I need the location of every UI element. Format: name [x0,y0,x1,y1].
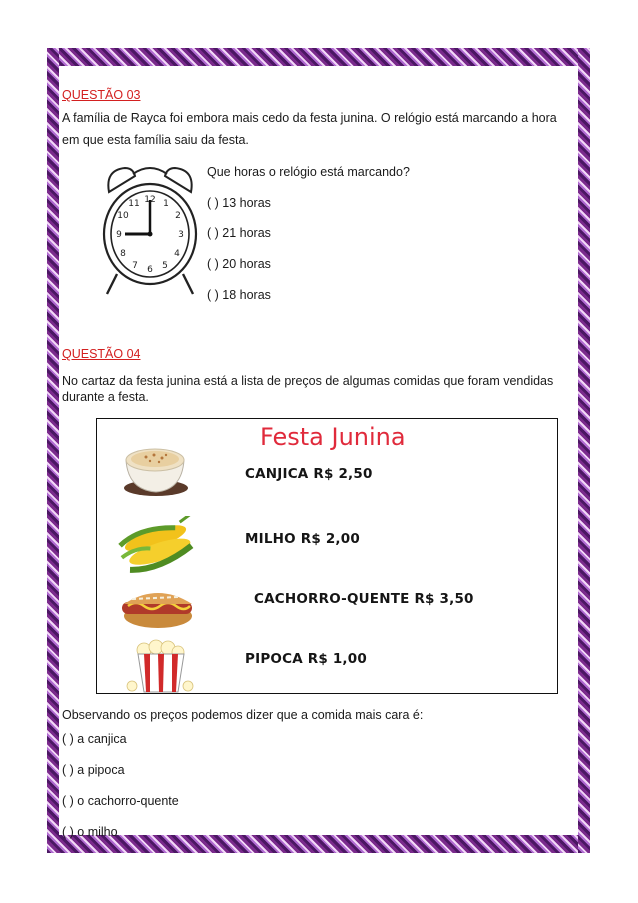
popcorn-icon [122,638,200,694]
clock-number-6: 6 [147,265,153,275]
question-03-text-line2: em que esta família saiu da festa. [62,133,249,147]
clock-number-5: 5 [162,261,168,271]
clock-number-10: 10 [117,211,129,221]
page-border-bottom [47,835,590,853]
page-border-right [578,48,590,853]
page-border-top [47,48,590,66]
question-03-option-4[interactable]: ( ) 18 horas [207,288,271,302]
price-milho: MILHO R$ 2,00 [245,531,360,547]
clock-number-7: 7 [132,261,138,271]
question-03-heading: QUESTÃO 03 [62,88,141,102]
page-border-left [47,48,59,853]
clock-number-8: 8 [120,249,126,259]
clock-number-12: 12 [144,195,156,205]
clock-number-2: 2 [175,211,181,221]
question-04-option-3[interactable]: ( ) o cachorro-quente [62,794,179,808]
clock-number-3: 3 [178,230,184,240]
alarm-clock-icon [95,162,205,300]
poster-title: Festa Junina [260,423,406,451]
clock-number-11: 11 [128,199,140,209]
clock-number-9: 9 [116,230,122,240]
price-cachorro-quente: CACHORRO-QUENTE R$ 3,50 [254,591,474,607]
question-04-text-line2: durante a festa. [62,390,149,404]
hot-dog-icon [118,582,196,634]
corn-icon [116,516,200,576]
price-pipoca: PIPOCA R$ 1,00 [245,651,367,667]
question-03-option-1[interactable]: ( ) 13 horas [207,196,271,210]
canjica-bowl-icon [118,438,192,500]
question-03-prompt: Que horas o relógio está marcando? [207,165,410,179]
clock-number-1: 1 [163,199,169,209]
clock-number-4: 4 [174,249,180,259]
question-04-prompt: Observando os preços podemos dizer que a comida mais cara é: [62,708,424,722]
question-04-option-2[interactable]: ( ) a pipoca [62,763,125,777]
question-03-option-3[interactable]: ( ) 20 horas [207,257,271,271]
question-04-text-line1: No cartaz da festa junina está a lista de preços de algumas comidas que foram vendidas [62,374,554,388]
question-04-heading: QUESTÃO 04 [62,347,141,361]
question-03-option-2[interactable]: ( ) 21 horas [207,226,271,240]
question-04-option-1[interactable]: ( ) a canjica [62,732,127,746]
question-03-text-line1: A família de Rayca foi embora mais cedo da festa junina. O relógio está marcando a hora [62,111,557,125]
price-canjica: CANJICA R$ 2,50 [245,466,373,482]
question-04-option-4[interactable]: ( ) o milho [62,825,118,839]
